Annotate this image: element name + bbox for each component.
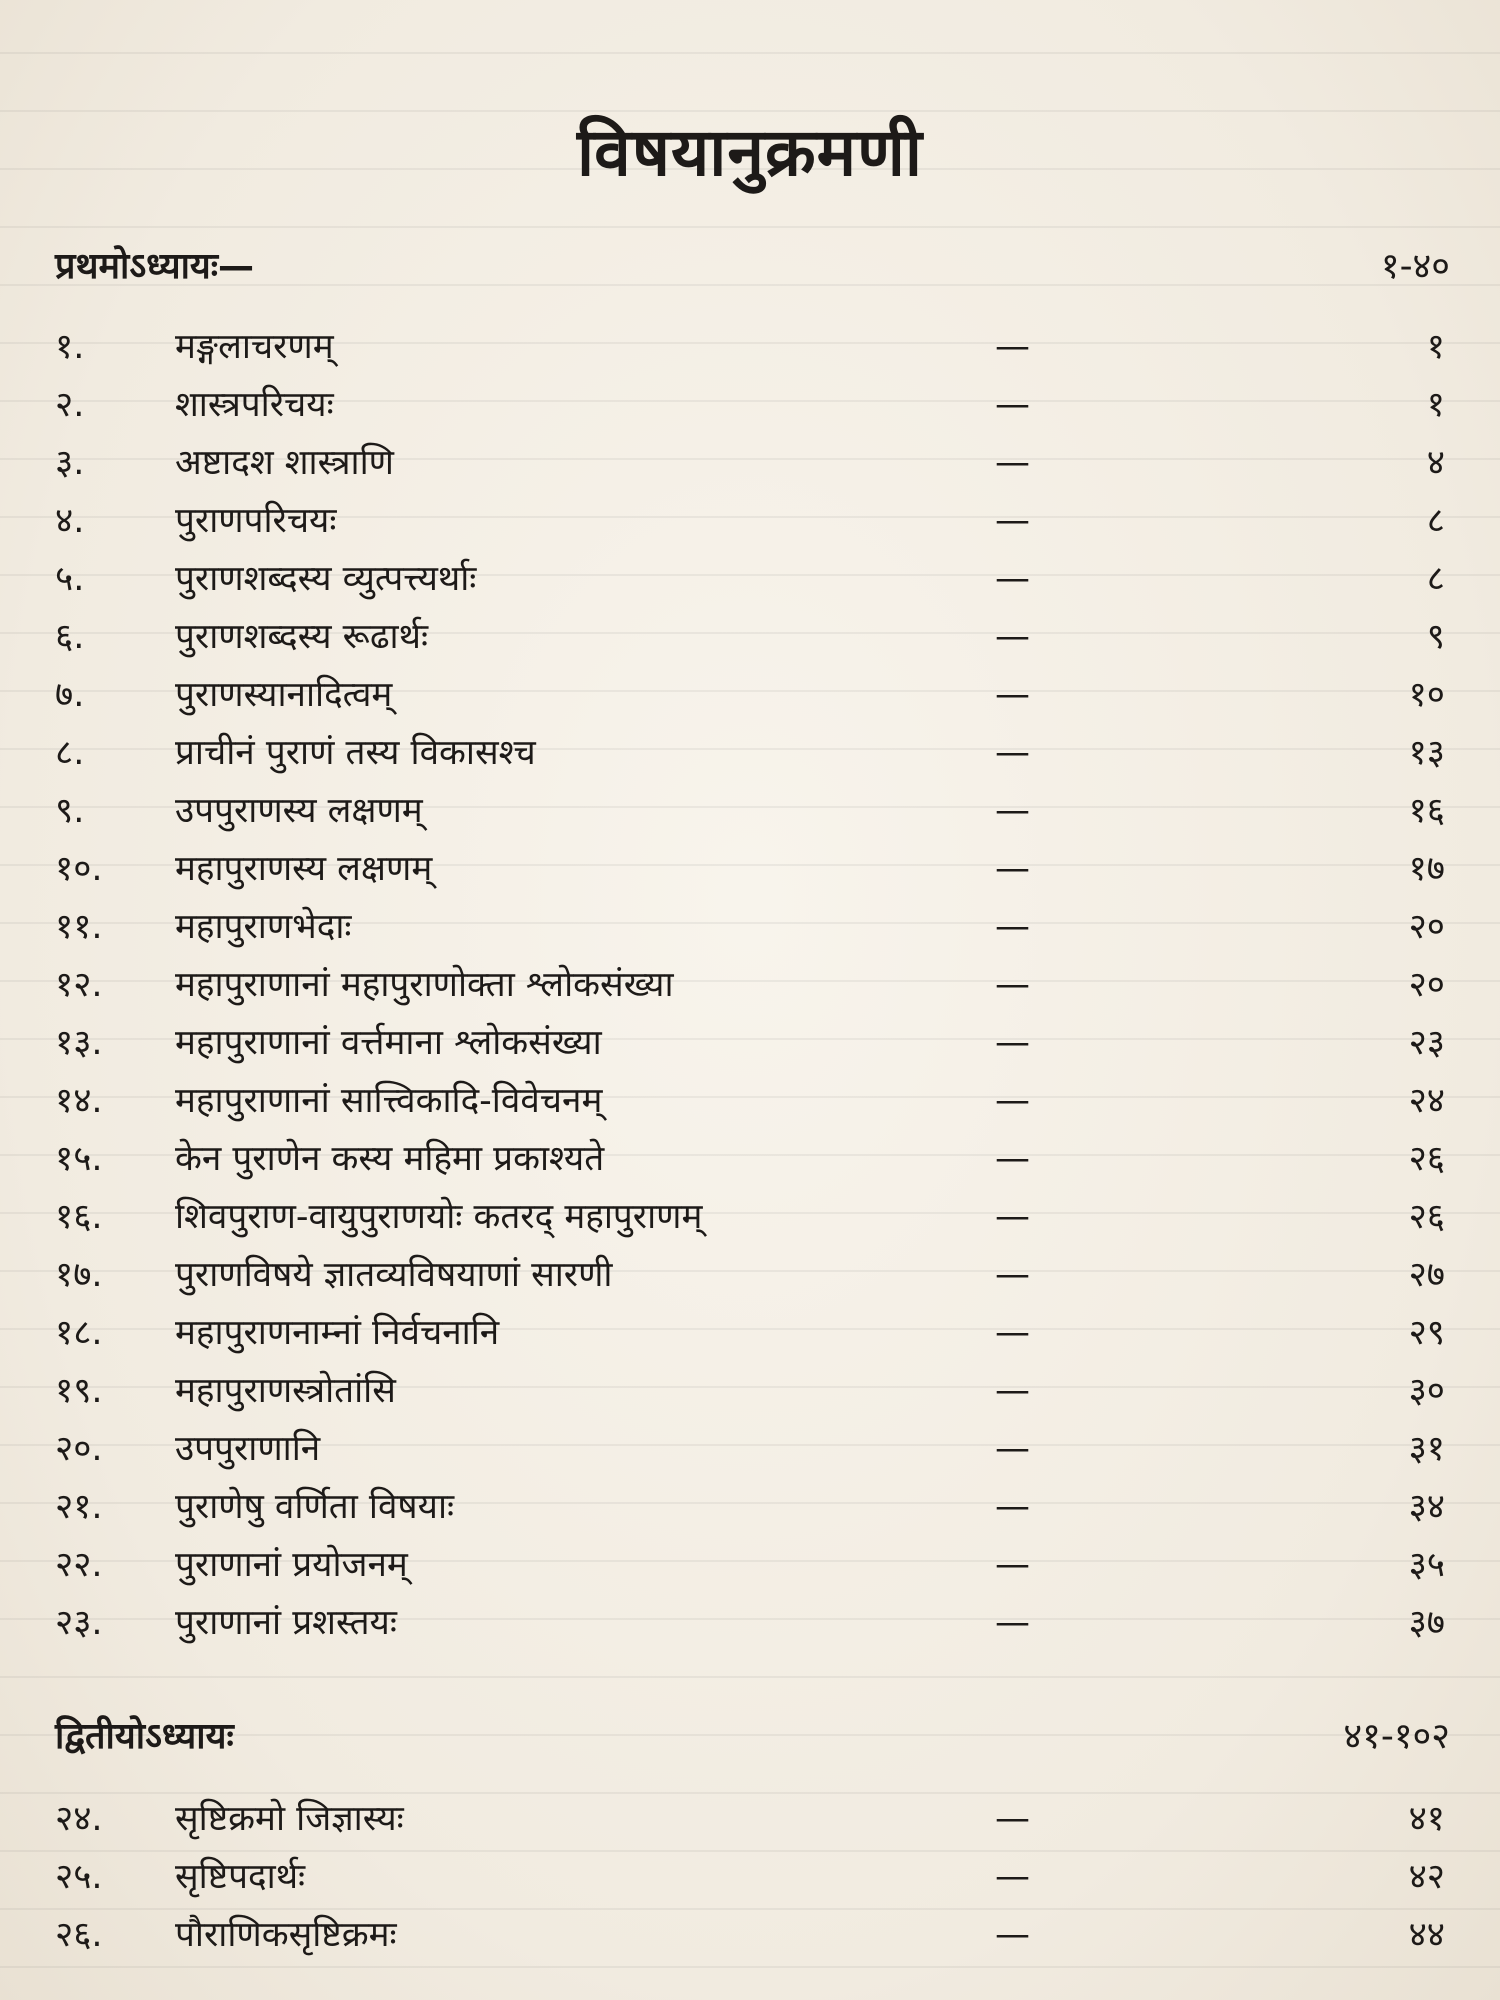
toc-row — [55, 1594, 1445, 1652]
toc-row — [55, 1906, 1445, 1964]
entry-dash: — — [995, 1023, 1030, 1063]
toc-row — [55, 1246, 1445, 1304]
entry-dash: — — [995, 501, 1030, 541]
entry-title: पुराणशब्दस्य रूढार्थः — [175, 617, 429, 657]
entry-page: ३० — [1408, 1371, 1445, 1411]
entry-dash: — — [995, 1313, 1030, 1353]
entry-title: पुराणस्यानादित्वम् — [175, 675, 393, 715]
entry-page: १७ — [1408, 849, 1445, 889]
toc-row — [55, 1362, 1445, 1420]
chapter-heading-2 — [55, 1710, 1450, 1770]
entry-number: २२. — [55, 1545, 103, 1585]
entry-page: १० — [1408, 675, 1445, 715]
entry-number: १९. — [55, 1371, 103, 1411]
toc-row — [55, 608, 1445, 666]
toc-row — [55, 1130, 1445, 1188]
entry-title: पौराणिकसृष्टिक्रमः — [175, 1915, 397, 1955]
entry-page: २४ — [1408, 1081, 1445, 1121]
entry-title: महापुराणभेदाः — [175, 907, 352, 947]
entry-title: पुराणेषु वर्णिता विषयाः — [175, 1487, 455, 1527]
entry-title: पुराणशब्दस्य व्युत्पत्त्यर्थाः — [175, 559, 477, 599]
entry-dash: — — [995, 1487, 1030, 1527]
toc-row — [55, 550, 1445, 608]
entry-page: ३१ — [1408, 1429, 1445, 1469]
entry-number: २४. — [55, 1799, 103, 1839]
entry-number: २५. — [55, 1857, 103, 1897]
chapter-page-range: ४१-१०२ — [1343, 1716, 1450, 1757]
entry-dash: — — [995, 443, 1030, 483]
chapter-page-range: १-४० — [1380, 246, 1450, 287]
entry-dash: — — [995, 907, 1030, 947]
toc-row — [55, 318, 1445, 376]
entry-dash: — — [995, 327, 1030, 367]
entry-page: ८ — [1426, 501, 1445, 541]
toc-row — [55, 1188, 1445, 1246]
entry-title: महापुराणानां वर्त्तमाना श्लोकसंख्या — [175, 1023, 602, 1063]
entry-dash: — — [995, 849, 1030, 889]
entry-dash: — — [995, 617, 1030, 657]
entry-title: सृष्टिक्रमो जिज्ञास्यः — [175, 1799, 404, 1839]
toc-row — [55, 666, 1445, 724]
chapter-label: द्वितीयोऽध्यायः — [55, 1716, 234, 1757]
entry-dash: — — [995, 1197, 1030, 1237]
entry-page: २० — [1408, 965, 1445, 1005]
entry-number: १५. — [55, 1139, 103, 1179]
entry-title: उपपुराणस्य लक्षणम् — [175, 791, 423, 831]
chapter-label: प्रथमोऽध्यायः— — [55, 246, 255, 287]
entry-dash: — — [995, 1545, 1030, 1585]
page-title: विषयानुक्रमणी — [577, 114, 923, 191]
entry-number: ७. — [55, 675, 85, 715]
chapter-heading-1 — [55, 240, 1450, 300]
entry-title: शिवपुराण-वायुपुराणयोः कतरद् महापुराणम् — [175, 1197, 703, 1237]
entry-title: केन पुराणेन कस्य महिमा प्रकाश्यते — [175, 1139, 605, 1179]
toc-row — [55, 956, 1445, 1014]
toc-row — [55, 1304, 1445, 1362]
entry-page: ४१ — [1408, 1799, 1445, 1839]
entry-number: ११. — [55, 907, 103, 947]
entry-dash: — — [995, 675, 1030, 715]
entry-page: ९ — [1426, 617, 1445, 657]
entry-dash: — — [995, 1255, 1030, 1295]
entry-title: पुराणानां प्रयोजनम् — [175, 1545, 408, 1585]
entry-page: १६ — [1408, 791, 1445, 831]
entry-title: उपपुराणानि — [175, 1429, 321, 1469]
entry-page: २७ — [1408, 1255, 1445, 1295]
entry-number: २०. — [55, 1429, 103, 1469]
entry-title: महापुराणनाम्नां निर्वचनानि — [175, 1313, 500, 1353]
entry-dash: — — [995, 1915, 1030, 1955]
entry-number: ९. — [55, 791, 85, 831]
entry-number: १३. — [55, 1023, 103, 1063]
toc-row — [55, 898, 1445, 956]
entry-number: २६. — [55, 1915, 103, 1955]
entry-dash: — — [995, 1371, 1030, 1411]
entry-title: पुराणपरिचयः — [175, 501, 337, 541]
entry-dash: — — [995, 385, 1030, 425]
entry-number: ५. — [55, 559, 85, 599]
toc-row — [55, 492, 1445, 550]
entry-page: ३४ — [1408, 1487, 1445, 1527]
entry-dash: — — [995, 965, 1030, 1005]
toc-row — [55, 434, 1445, 492]
toc-row — [55, 1014, 1445, 1072]
entry-page: २३ — [1408, 1023, 1445, 1063]
entry-title: पुराणानां प्रशस्तयः — [175, 1603, 397, 1643]
toc-row — [55, 1072, 1445, 1130]
entry-page: ३७ — [1408, 1603, 1445, 1643]
entry-number: ४. — [55, 501, 85, 541]
entry-number: १७. — [55, 1255, 103, 1295]
toc-row — [55, 1790, 1445, 1848]
entry-dash: — — [995, 1429, 1030, 1469]
entry-dash: — — [995, 1081, 1030, 1121]
entry-dash: — — [995, 559, 1030, 599]
entry-dash: — — [995, 791, 1030, 831]
toc-row — [55, 1420, 1445, 1478]
entry-page: १३ — [1408, 733, 1445, 773]
entry-dash: — — [995, 1799, 1030, 1839]
entry-page: ४ — [1426, 443, 1445, 483]
entry-page: ४२ — [1408, 1857, 1445, 1897]
entry-dash: — — [995, 1139, 1030, 1179]
entry-title: महापुराणस्त्रोतांसि — [175, 1371, 396, 1411]
entry-page: २६ — [1408, 1197, 1445, 1237]
entry-page: १ — [1426, 385, 1445, 425]
entry-number: २३. — [55, 1603, 103, 1643]
entry-number: ८. — [55, 733, 85, 773]
entry-page: ८ — [1426, 559, 1445, 599]
entry-title: महापुराणानां महापुराणोक्ता श्लोकसंख्या — [175, 965, 674, 1005]
entry-title: मङ्गलाचरणम् — [175, 327, 334, 367]
entry-number: ६. — [55, 617, 85, 657]
toc-row — [55, 840, 1445, 898]
entry-page: ३५ — [1408, 1545, 1445, 1585]
entry-title: सृष्टिपदार्थः — [175, 1857, 306, 1897]
entry-page: १ — [1426, 327, 1445, 367]
toc-row — [55, 1848, 1445, 1906]
entry-dash: — — [995, 1603, 1030, 1643]
entry-number: २१. — [55, 1487, 103, 1527]
entry-number: १६. — [55, 1197, 103, 1237]
entry-number: १. — [55, 327, 85, 367]
entry-number: २. — [55, 385, 85, 425]
entry-dash: — — [995, 733, 1030, 773]
toc-row — [55, 1536, 1445, 1594]
entry-page: २९ — [1408, 1313, 1445, 1353]
entry-title: शास्त्रपरिचयः — [175, 385, 334, 425]
entry-number: १४. — [55, 1081, 103, 1121]
entry-title: महापुराणस्य लक्षणम् — [175, 849, 433, 889]
toc-row — [55, 1478, 1445, 1536]
entry-number: १२. — [55, 965, 103, 1005]
entry-page: २० — [1408, 907, 1445, 947]
entry-dash: — — [995, 1857, 1030, 1897]
entry-page: २६ — [1408, 1139, 1445, 1179]
entry-title: अष्टादश शास्त्राणि — [175, 443, 394, 483]
entry-title: प्राचीनं पुराणं तस्य विकासश्च — [175, 733, 536, 773]
toc-row — [55, 376, 1445, 434]
entry-number: १८. — [55, 1313, 103, 1353]
entry-number: ३. — [55, 443, 85, 483]
toc-row — [55, 782, 1445, 840]
toc-row — [55, 724, 1445, 782]
entry-number: १०. — [55, 849, 103, 889]
entry-title: महापुराणानां सात्त्विकादि-विवेचनम् — [175, 1081, 603, 1121]
entry-title: पुराणविषये ज्ञातव्यविषयाणां सारणी — [175, 1255, 613, 1295]
entry-page: ४४ — [1408, 1915, 1445, 1955]
